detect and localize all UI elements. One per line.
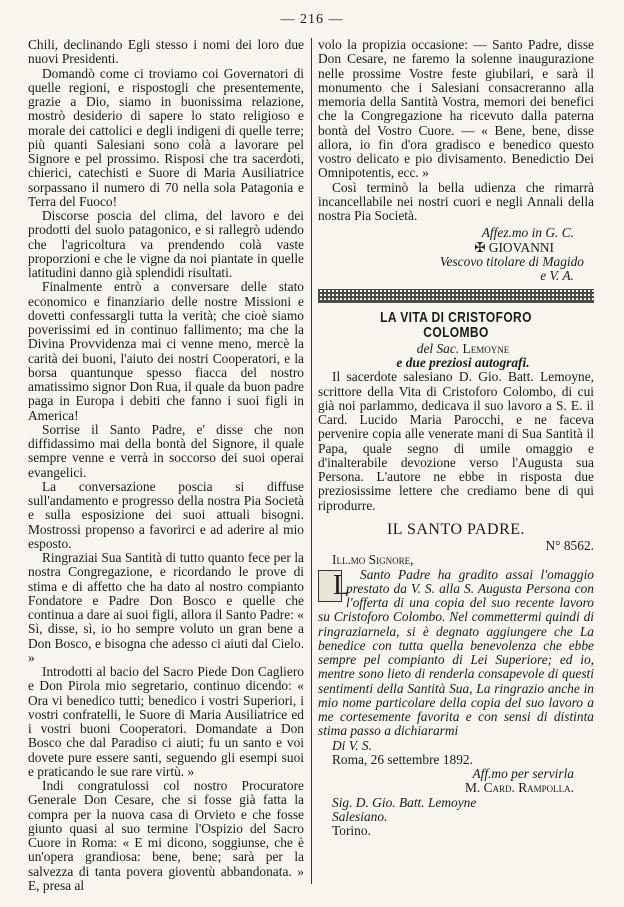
ornamental-rule — [318, 289, 594, 303]
paragraph: Finalmente entrò a conversare delle stato economico e finanziario delle nostre Missioni e dovetti confessargli tutta la verità; che cioè siamo poverissimi ed in continuo fallimento; ma che la Divina Provvidenza mai ci venne meno, mercè la carità dei buoni, l'aiuto dei nostri Cooperatori, e la borsa quantunque spesso fiacca del nostro amatissimo signor Don Rua, il quale da buon padre paga in Europa i debiti che fanno i suoi figli in America! — [28, 279, 304, 423]
signature-name: ✠ GIOVANNI — [474, 239, 554, 255]
signature-title: Vescovo titolare di Magido — [439, 253, 584, 269]
paragraph: Introdotti al bacio del Sacro Piede Don Cagliero e Don Pirola mio segretario, continuo dicendo: « Ora vi benedico tutti; benedico i vostri Superiori, i vostri confratelli, le Suore di Maria Ausiliatrice ed i vostri buoni Cooperatori. Domandate a Don Bosco che dal Paradiso ci aiuti; fu un santo e voi dovete pure essere santi, seguendo gli esempi suoi e praticando le sue rare virtù. » — [28, 664, 304, 779]
drop-cap-letter: L — [318, 570, 342, 602]
address-line: Torino. — [332, 823, 371, 838]
letter-end: Di V. S. — [332, 737, 372, 753]
paragraph: Chili, declinando Egli stesso i nomi dei loro due nuovi Presidenti. — [28, 37, 304, 67]
letter-number: N° 8562. — [545, 538, 594, 553]
left-column — [28, 38, 304, 893]
article-subtitle: e due preziosi autografi. — [396, 355, 530, 370]
paragraph: Domandò come ci troviamo coi Governatori di quelle regioni, e rispostogli che presentemente, grazie a Dio, siamo in buonissima relazione, mostrò desiderio di sapere lo stato religioso e morale dei cattolici e degli indigeni di quelle terre; più quanti Salesiani sono colà a lavorare pel Signore e pel prossimo. Risposi che tra sacerdoti, chierici, catechisti e Suore di Maria Ausiliatrice sorpassano il numero di 70 nella sola Patagonia e Terra del Fuoco! — [28, 65, 304, 209]
paragraph: Così terminò la bella udienza che rimarrà incancellabile nei nostri cuori e negli Annali della nostra Pia Società. — [318, 179, 594, 223]
signature-title-2: e V. A. — [540, 268, 574, 283]
right-column — [318, 38, 594, 838]
article-body: Il sacerdote salesiano D. Gio. Batt. Lemoyne, scrittore della Vita di Cristoforo Colombo, di cui già noi parlammo, dedicava il suo lavoro a S. E. il Card. Lucido Maria Parocchi, e ne faceva pervenire copia alle venerate mani di Sua Santità il Papa, quale segno di umile omaggio e d'inalterabile devozione verso l'Augusta sua Persona. L'autore ne ebbe in risposta due preziosissime lettere che crediamo bene di qui riprodurre. — [318, 369, 594, 513]
author-name: Lemoyne — [462, 340, 510, 356]
paragraph: volo la propizia occasione: — Santo Padre, disse Don Cesare, ne faremo la solenne inaugurazione nelle prossime Vostre feste giubilari, e sarà il monumento che i Salesiani consacreranno alla memoria della Santità Vostra, memori dei benefici che la Congregazione ha ricevuto dalla paterna bontà del Vostro Cuore. — « Bene, bene, disse allora, io fin d'ora gradisco e benedico questo vostro delicato e pio divisamento. Benedictio Dei Omnipotentis, ecc. » — [318, 37, 594, 181]
letter-signoff: Aff.mo per servirla — [472, 766, 574, 781]
column-divider — [311, 38, 312, 884]
article-author-line — [318, 342, 594, 356]
paragraph: Ringraziai Sua Santità di tutto quanto fece per la nostra Congregazione, e ricordando le prove di stima e di affetto che ha dato al nostro compianto Fondatore e Padre Don Bosco e quelle che continua a dare ai suoi figli, allora il Santo Padre: « Sì, disse, sì, io ho sempre voluto un gran bene a Don Bosco, e bisogna che adesso ci aiuti dal Cielo. » — [28, 550, 304, 665]
paragraph: Discorse poscia del clima, del lavoro e dei prodotti del suolo patagonico, e si rallegrò udendo che l'agricoltura va prendendo colà vaste proporzioni e che le vigne da noi piantate in quelle latitudini danno già splendidi risultati. — [28, 208, 304, 280]
signature-greeting: Affez.mo in G. C. — [481, 225, 574, 241]
paragraph: La conversazione poscia si diffuse sull'andamento e progresso della nostra Pia Società e sulla esposizione dei suoi attuali bisogni. Mostrossi propenso a favorirci e ad aderire al mio esposto. — [28, 478, 304, 551]
letter-body-wrapper — [318, 568, 594, 739]
address-line: Sig. D. Gio. Batt. Lemoyne — [332, 794, 477, 810]
letter-title: IL SANTO PADRE. — [386, 520, 526, 538]
address-line: Salesiano. — [332, 808, 388, 824]
paragraph: Sorrise il Santo Padre, e' disse che non diffidassimo mai della bontà del Signore, il quale sempre venne e verrà in soccorso dei suoi operai evangelici. — [28, 421, 304, 480]
letter-signer: M. Card. Rampolla. — [464, 780, 574, 796]
paragraph: Indi congratulossi col nostro Procuratore Generale Don Cesare, che si fosse già fatta la compra per la nuova casa di Orvieto e che fosse giunto quasi al suo termine l'Ospizio del Sacro Cuore in Roma: « E mi dicono, soggiunse, che è un'opera grandiosa: bene, bene; sarà per la salvezza di tanta povera gioventù abbandonata. » E, presa al — [28, 778, 304, 893]
letter-salutation: Ill.mo Signore, — [332, 552, 414, 568]
article-title: LA VITA DI CRISTOFORO COLOMBO — [380, 309, 532, 341]
page-number: — 216 — — [280, 12, 344, 27]
letter-body: Santo Padre ha gradito assai l'omaggio prestato da V. S. alla S. Augusta Persona con l'offerta di una copia del suo recente lavoro su Cristoforo Colombo. Nel commettermi quindi di ringraziarnela, si è degnato aggiungere che La benedice con tutta quella benevolenza che ebbe sempre pel compianto di Lei Superiore; ed io, mentre sono lieto di renderla consapevole di questi sentimenti della Santità Sua, La ringrazio anche in mio nome particolare della copia del suo lavoro a me cortesemente favorita e con sensi di distinta stima passo a dichiararmi — [318, 566, 594, 739]
author-prefix: del Sac. — [416, 340, 460, 356]
letter-date: Roma, 26 settembre 1892. — [332, 751, 473, 767]
